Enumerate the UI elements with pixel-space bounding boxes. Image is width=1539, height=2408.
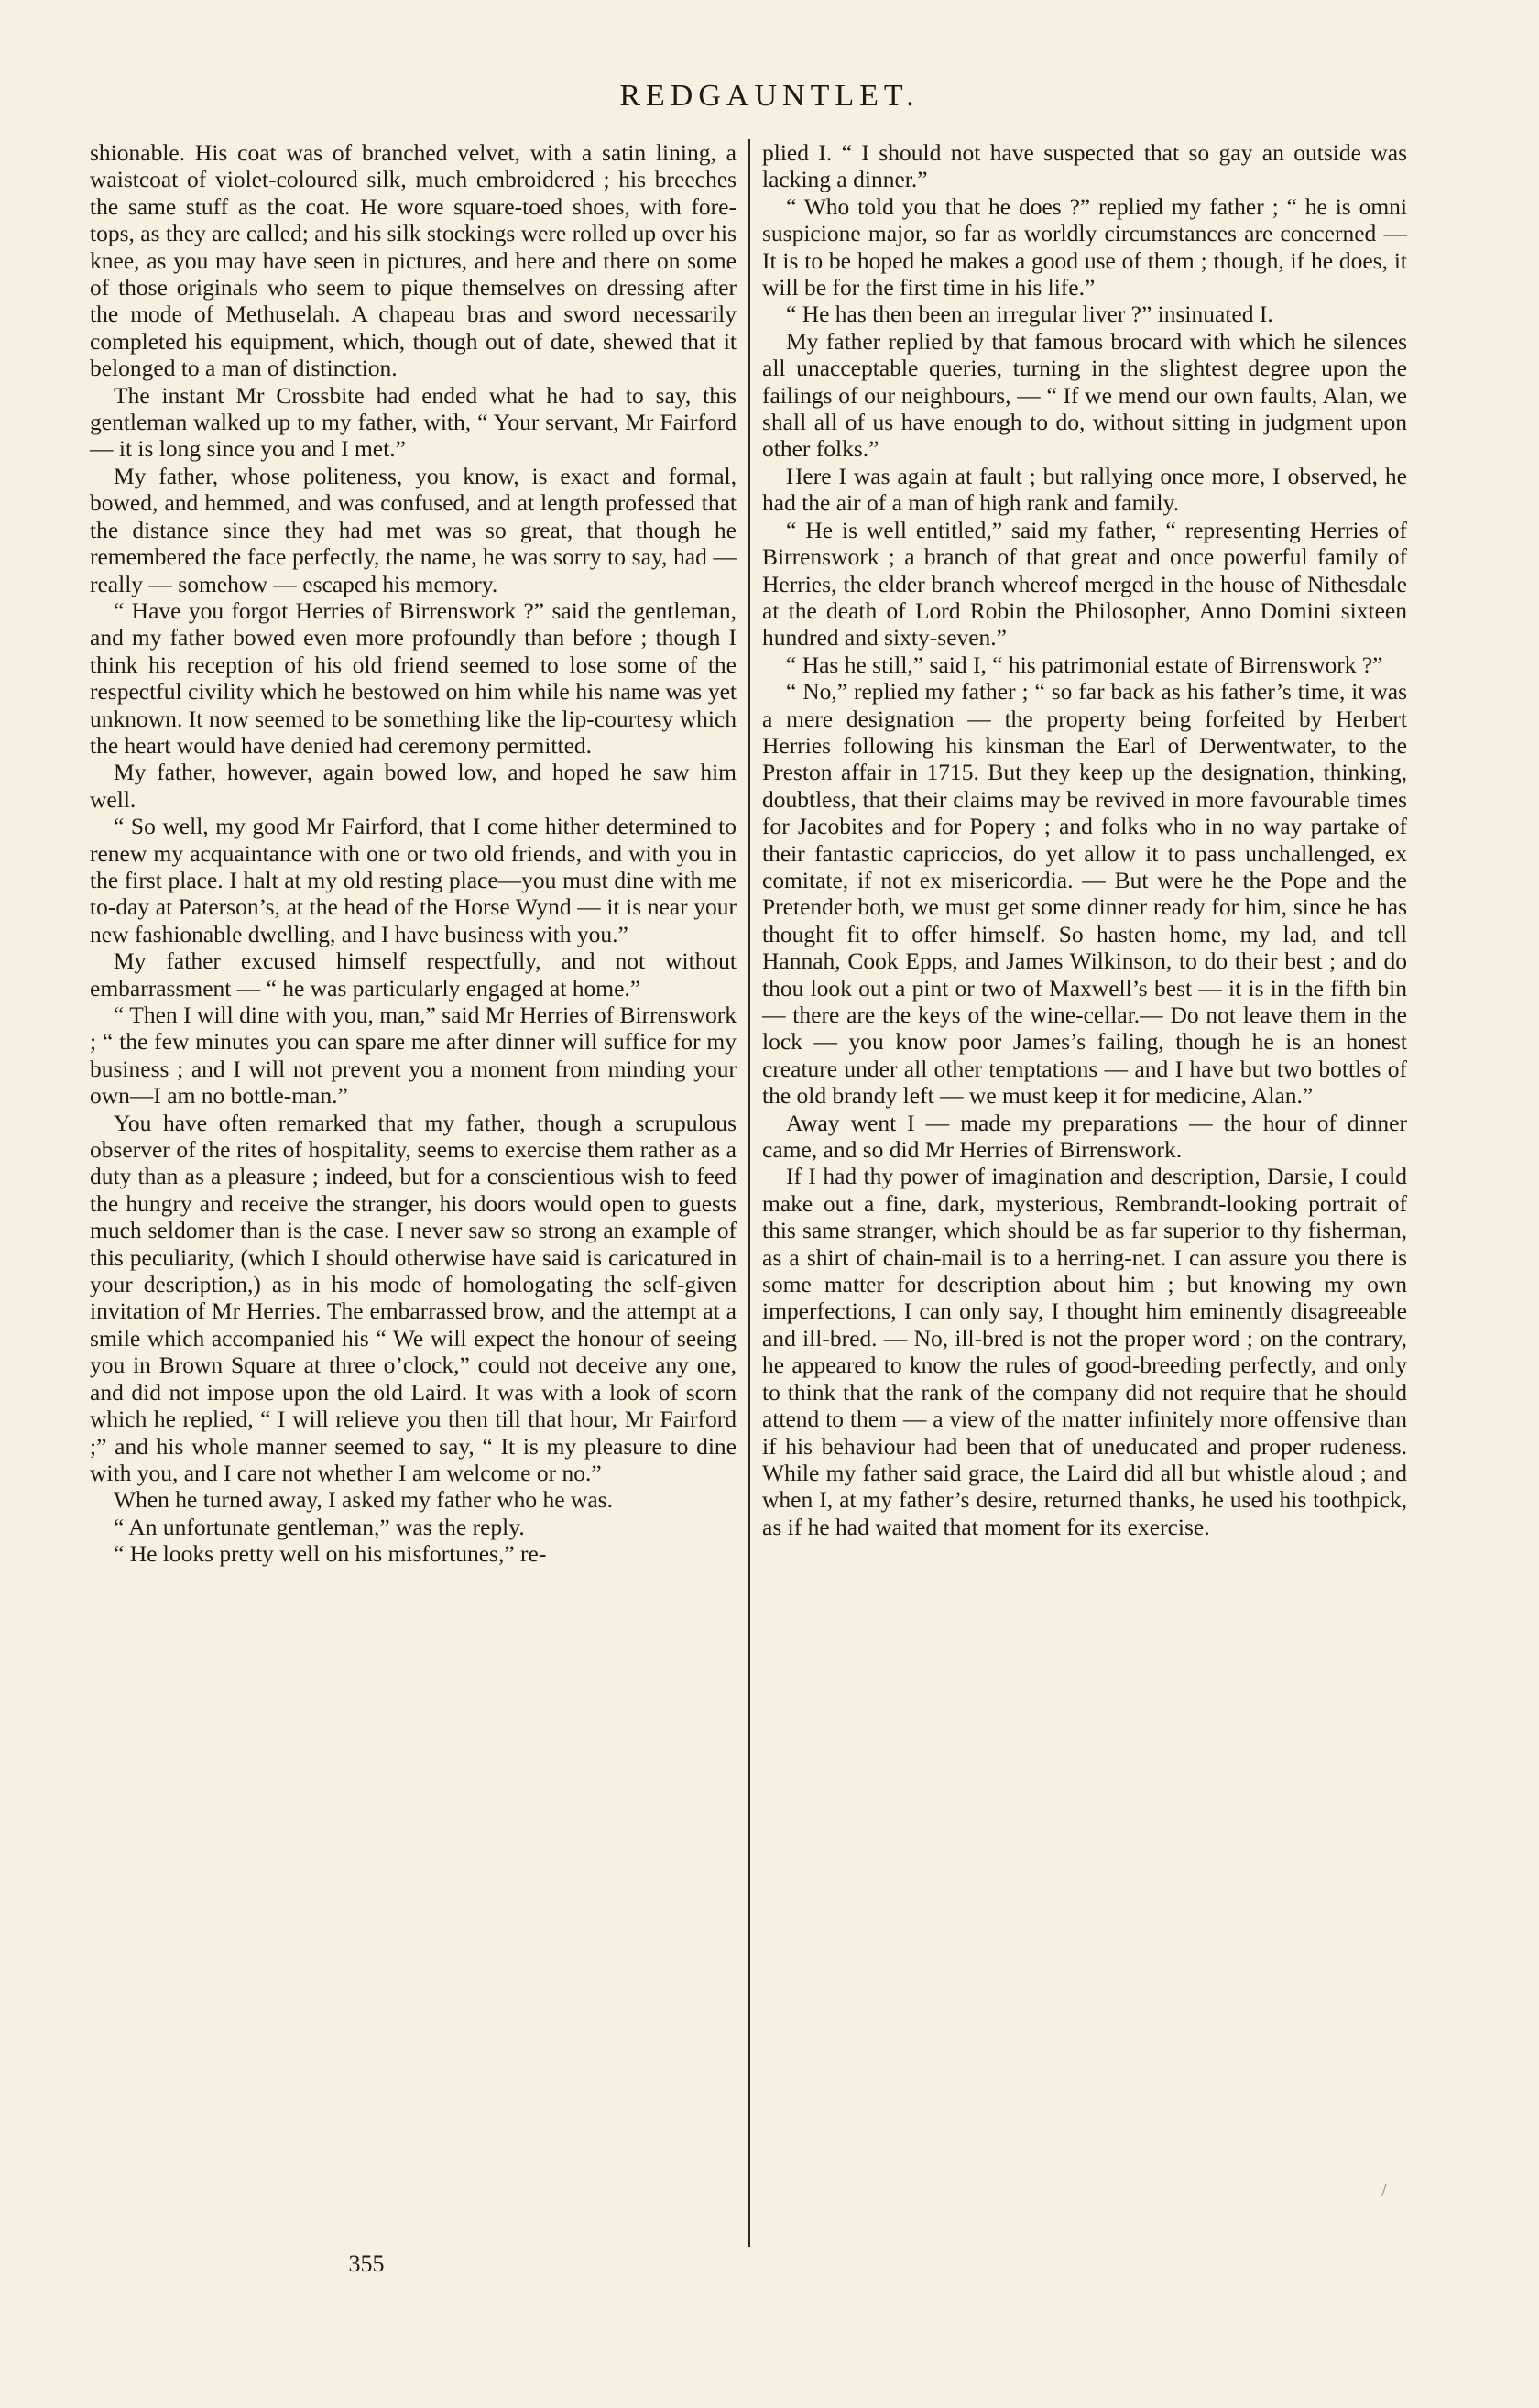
paragraph: My father excused himself respectfully, and not without embarrassment — “ he was particularly engaged at home.” [90,947,737,1002]
paragraph: The instant Mr Crossbite had ended what he had to say, this gentleman walked up to my father, with, “ Your servant, Mr Fairford — it is long since you and I met.” [90,381,737,463]
right-column [762,139,1407,1540]
paragraph: “ He looks pretty well on his misfortunes,” re- [114,1540,547,1568]
paragraph: “ He is well entitled,” said my father, “ representing Herries of Birrenswork ; a branch of that great and once powerful family of Herries, the elder branch whereof merged in the house of Nithesdale at the death of Lord Robin the Philosopher, Anno Domini sixteen hundred and sixty-seven.” [762,516,1407,651]
paragraph: If I had thy power of imagination and description, Darsie, I could make out a fine, dark, mysterious, Rembrandt-looking portrait of this same stranger, which should be as far superior to thy fisherman, as a shirt of chain-mail is to a herring-net. I can assure you there is some matter for description about him ; but knowing my own imperfections, I can only say, I thought him eminently disagreeable and ill-bred. — No, ill-bred is not the proper word ; on the contrary, he appeared to know the rules of good-breeding perfectly, and only to think that the rank of the company did not require that he should attend to them — a view of the matter infinitely more offensive than if his behaviour had been that of uneducated and proper rudeness. While my father said grace, the Laird did all but whistle aloud ; and when I, at my father’s desire, returned thanks, he used his toothpick, as if he had waited that moment for its exercise. [762,1163,1407,1540]
paragraph: “ Then I will dine with you, man,” said Mr Herries of Birrenswork ; “ the few minutes you can spare me after dinner will suffice for my business ; and I will not prevent you a moment from minding your own—I am no bottle-man.” [90,1002,737,1110]
paragraph: Away went I — made my preparations — the hour of dinner came, and so did Mr Herries of Birrenswork. [762,1109,1407,1164]
paragraph: shionable. His coat was of branched velvet, with a satin lining, a waistcoat of violet-coloured silk, much embroidered ; his breeches the same stuff as the coat. He wore square-toed shoes, with fore-tops, as they are called; and his silk stockings were rolled up over his knee, as you may have seen in pictures, and here and there on some of those originals who seem to pique themselves on dressing after the mode of Methuselah. A chapeau bras and sword necessarily completed his equipment, which, though out of date, shewed that it belonged to a man of distinction. [90,139,737,382]
paragraph: “ No,” replied my father ; “ so far back as his father’s time, it was a mere designation — the property being forfeited by Herbert Herries following his kinsman the Earl of Derwentwater, to the Preston affair in 1715. But they keep up the designation, thinking, doubtless, that their claims may be revived in more favourable times for Jacobites and for Popery ; and folks who in no way partake of their fantastic capriccios, do yet allow it to pass unchallenged, ex comitate, if not ex misericordia. — But were he the Pope and the Pretender both, we must get some dinner ready for him, since he has thought fit to offer himself. So hasten home, my lad, and tell Hannah, Cook Epps, and James Wilkinson, to do their best ; and do thou look out a pint or two of Maxwell’s best — it is in the fifth bin — there are the keys of the wine-cellar.— Do not leave them in the lock — you know poor James’s failing, though he is an honest creature under all other temptations — and I have but two bottles of the old brandy left — we must keep it for medicine, Alan.” [762,678,1407,1110]
paragraph: My father replied by that famous brocard with which he silences all unacceptable queries, turning in the slightest degree upon the failings of our neighbours, — “ If we mend our own faults, Alan, we shall all of us have enough to do, without sitting in judgment upon other folks.” [762,327,1407,463]
paragraph: My father, whose politeness, you know, is exact and formal, bowed, and hemmed, and was confused, and at length professed that the distance since they had met was so great, that though he remembered the face perfectly, the name, he was sorry to say, had — really — somehow — escaped his memory. [90,462,737,597]
column-divider [748,139,750,2247]
left-column [90,139,737,1568]
paragraph: “ Who told you that he does ?” replied my father ; “ he is omni suspicione major, so far as worldly circumstances are concerned — It is to be hoped he makes a good use of them ; though, if he does, it will be for the first time in his life.” [762,192,1407,301]
margin-mark: / [1381,2181,1387,2201]
paragraph: “ So well, my good Mr Fairford, that I come hither determined to renew my acquaintance with one or two old friends, and with you in the first place. I halt at my old resting place—you must dine with me to-day at Paterson’s, at the head of the Horse Wynd — it is near your new fashionable dwelling, and I have business with you.” [90,813,737,947]
paragraph: When he turned away, I asked my father who he was. [114,1486,613,1514]
paragraph: plied I. “ I should not have suspected that so gay an outside was lacking a dinner.” [762,139,1407,193]
paragraph: “ Has he still,” said I, “ his patrimonial estate of Birrenswork ?” [786,651,1383,678]
paragraph: You have often remarked that my father, though a scrupulous observer of the rites of hospitality, seems to exercise them rather as a duty than as a pleasure ; indeed, but for a conscientious wish to feed the hungry and receive the stranger, his doors would open to guests much seldomer than is the case. I never saw so strong an example of this peculiarity, (which I should otherwise have said is caricatured in your description,) as in his mode of homologating the self-given invitation of Mr Herries. The embarrassed brow, and the attempt at a smile which accompanied his “ We will expect the honour of seeing you in Brown Square at three o’clock,” could not deceive any one, and did not impose upon the old Laird. It was with a look of scorn which he replied, “ I will relieve you then till that hour, Mr Fairford ;” and his whole manner seemed to say, “ It is my pleasure to dine with you, and I care not whether I am welcome or no.” [90,1109,737,1486]
paragraph: My father, however, again bowed low, and hoped he saw him well. [90,759,737,813]
paragraph: “ Have you forgot Herries of Birrenswork ?” said the gentleman, and my father bowed even more profoundly than before ; though I think his reception of his old friend seemed to lose some of the respectful civility which he bestowed on him while his name was yet unknown. It now seemed to be something like the lip-courtesy which the heart would have denied had ceremony permitted. [90,597,737,759]
paragraph: “ An unfortunate gentleman,” was the reply. [114,1513,525,1540]
page-number: 355 [348,2250,385,2277]
paragraph: Here I was again at fault ; but rallying once more, I observed, he had the air of a man of high rank and family. [762,462,1407,517]
running-title: REDGAUNTLET. [619,79,920,113]
paragraph: “ He has then been an irregular liver ?” insinuated I. [786,301,1273,328]
